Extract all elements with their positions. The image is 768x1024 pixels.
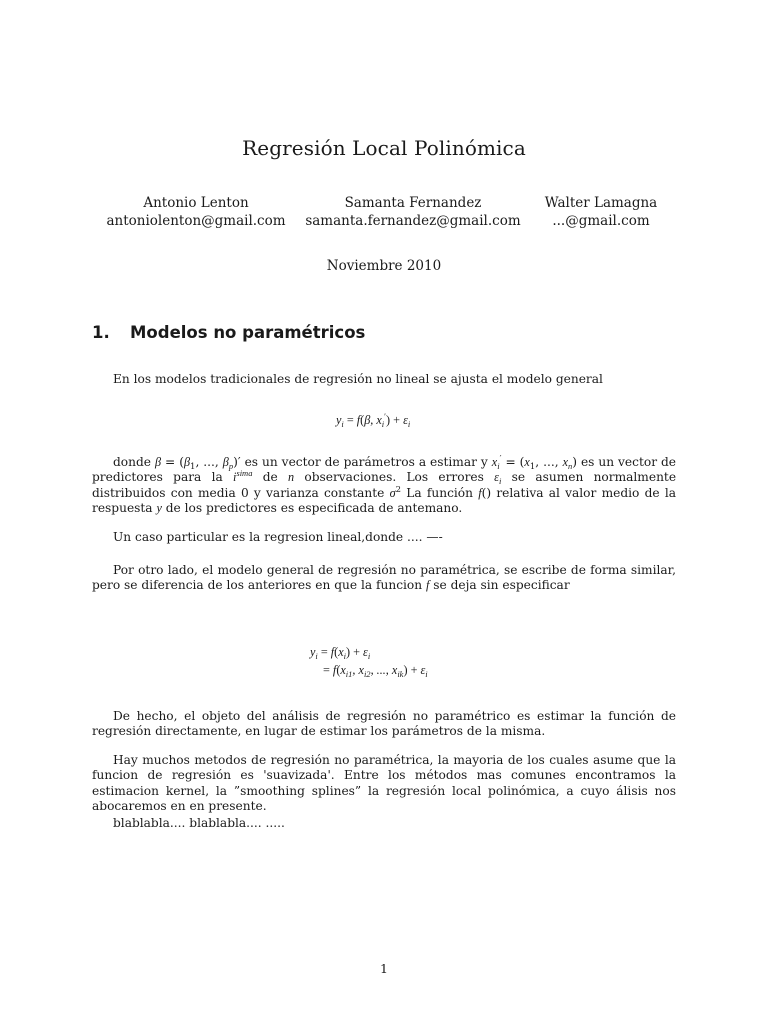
equation-nonparametric-line-1: $y_i = f(x_i) + \varepsilon_i$ [310,645,371,661]
author-name: Walter Lamagna [544,195,658,211]
equation-nonparametric-line-2: = $f(x_{i1}$, $x_{i2}$, ..., $x_{ik}) + \varepsilon_i$ [323,663,428,679]
author-email: antoniolenton@gmail.com [106,213,286,229]
paragraph: blablabla.... blablabla.... ..... [113,816,285,830]
paragraph: Por otro lado, el modelo general de regresión no paramétrica, se escribe de forma similar, pero se diferencia de los anteriores en que la funcion f se deja sin especificar [92,563,676,593]
page-number: 1 [380,961,388,976]
author-name: Samanta Fernandez [344,195,482,211]
paper-title: Regresión Local Polinómica [242,136,526,160]
paragraph: En los modelos tradicionales de regresión no lineal se ajusta el modelo general [113,372,603,386]
author-email: ...@gmail.com [552,213,650,229]
section-heading [92,323,692,342]
author-name: Antonio Lenton [143,195,249,211]
section-number: 1. [92,323,110,342]
paragraph: De hecho, el objeto del análisis de regresión no paramétrico es estimar la función de regresión directamente, en lugar de estimar los parámetros de la misma. [92,709,676,739]
paragraph: Un caso particular es la regresion lineal,donde .... —- [113,530,443,544]
author-block [100,194,292,230]
section-title: Modelos no paramétricos [130,323,366,342]
paper-date: Noviembre 2010 [326,258,442,274]
author-block [536,194,666,230]
paragraph: Hay muchos metodos de regresión no paramétrica, la mayoria de los cuales asume que la funcion de regresión es 'suavizada'. Entre los métodos mas comunes encontramos la estimacion kernel, la ”smoothing splines” la regresión local polinómica, a cuyo álisis nos abocaremos en en presente. [92,753,676,814]
paragraph: donde $\beta = (\beta_1$, ..., $\beta_p)'$ es un vector de parámetros a estimar y $x_i' = (x_1$, ..., $x_n$) es un vector de predictores para la $i^{sima}$ de n observaciones. Los errores $\varepsilon_i$ se asumen normalmente distribuidos con media 0 y varianza constante $\sigma^2$ La función f() relativa al valor medio de la respuesta y de los predictores es especificada de antemano. [92,454,677,516]
author-block [304,194,522,230]
equation-model-general: $y_i = f(\beta$, $x_i') + \varepsilon_i$ [336,411,411,429]
author-email: samanta.fernandez@gmail.com [305,213,521,229]
